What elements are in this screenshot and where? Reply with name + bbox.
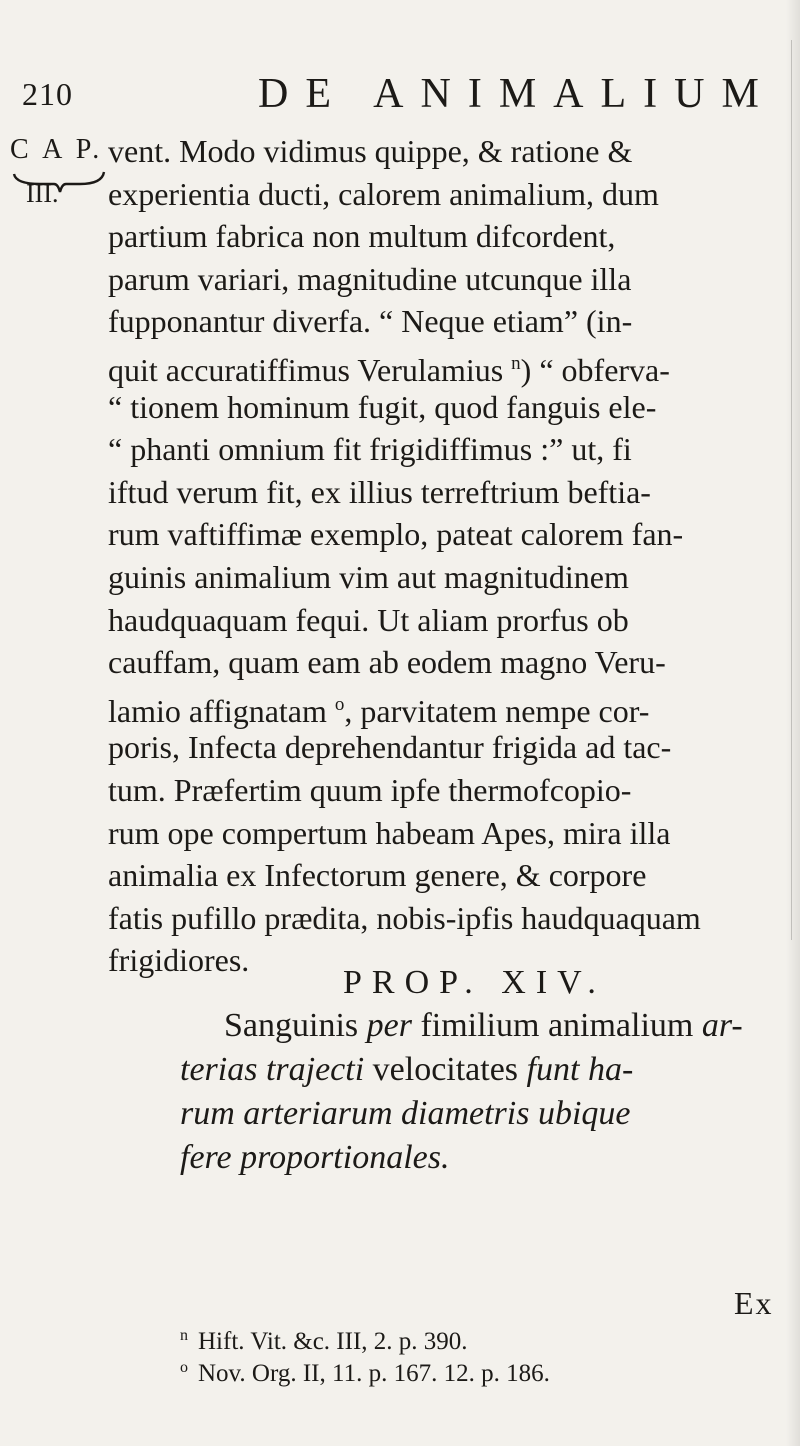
catchword: Ex — [734, 1285, 774, 1321]
page-number: 210 — [22, 76, 73, 112]
proposition-number: PROP. XIV. — [343, 964, 606, 1001]
footnote-mark-n: n — [180, 1327, 188, 1344]
text-line-3: partium fabrica non multum difcordent, — [108, 218, 616, 255]
proposition-line-2-b: velocitates — [364, 1051, 527, 1088]
page-edge-line — [791, 40, 792, 940]
running-head — [0, 70, 800, 120]
text-line-7: “ tionem hominum fugit, quod fanguis ele- — [108, 388, 657, 425]
proposition-line-1-d: ar- — [701, 1007, 743, 1044]
text-line-6 — [108, 343, 670, 392]
footnote-text-o: Nov. Org. II, 11. p. 167. 12. p. 186. — [198, 1360, 550, 1387]
text-line-6-rest: ) “ obferva- — [520, 352, 670, 388]
page-edge-shadow — [786, 0, 800, 1446]
text-line-11: guinis animalium vim aut magnitudinem — [108, 559, 629, 595]
text-line-6-main: quit accuratiffimus Verulamius — [108, 352, 512, 388]
proposition-line-3-text: rum arteriarum diametris ubique — [180, 1095, 631, 1132]
proposition-line-2-c: funt ha- — [526, 1051, 634, 1088]
proposition-line-1 — [224, 1004, 743, 1048]
proposition-line-2-a: terias trajecti — [180, 1051, 365, 1088]
chapter-label: C A P. — [10, 134, 104, 165]
footnote-ref-o: o — [334, 693, 345, 715]
footnote-mark-o: o — [180, 1359, 188, 1376]
proposition-line-1-b: per — [366, 1007, 412, 1044]
proposition-line-1-a: Sanguinis — [224, 1007, 367, 1044]
proposition-line-2 — [180, 1048, 633, 1092]
text-line-14-rest: , parvitatem nempe cor- — [344, 692, 650, 729]
text-line-20: frigidiores. — [108, 942, 250, 979]
text-line-13: cauffam, quam eam ab eodem magno Veru- — [108, 644, 666, 681]
text-line-5: fupponantur diverfa. “ Neque etiam” (in- — [108, 303, 633, 340]
proposition-line-4-text: fere proportionales. — [180, 1139, 450, 1176]
proposition-line-4 — [180, 1136, 449, 1180]
text-line-19: fatis pufillo prædita, nobis-ipfis haudquaquam — [108, 899, 701, 936]
text-line-15: poris, Infecta deprehendantur frigida ad tac- — [108, 729, 672, 766]
text-line-9: iftud verum fit, ex illius terreftrium beftia- — [108, 473, 651, 510]
proposition-line-3 — [180, 1092, 631, 1136]
footnote-ref-n: n — [511, 353, 521, 374]
proposition-line-1-c: fimilium animalium — [411, 1007, 702, 1044]
brace-ornament-icon — [10, 170, 106, 196]
text-line-12: haudquaquam fequi. Ut aliam prorfus ob — [108, 601, 629, 638]
running-title: DE ANIMALIUM — [258, 71, 776, 117]
text-line-10: rum vaftiffimæ exemplo, pateat calorem fan- — [108, 516, 684, 553]
text-line-14-main: lamio affignatam — [108, 692, 335, 729]
text-line-14 — [108, 684, 649, 733]
text-line-1: vent. Modo vidimus quippe, & ratione & — [108, 133, 633, 169]
footnote-o — [180, 1352, 550, 1390]
text-line-17: rum ope compertum habeam Apes, mira illa — [108, 814, 671, 851]
text-line-8: “ phanti omnium fit frigidiffimus :” ut, fi — [108, 431, 632, 468]
text-line-2: experientia ducti, calorem animalium, dum — [108, 175, 659, 212]
chapter-numeral: III. — [26, 179, 59, 208]
text-line-16: tum. Præfertim quum ipfe thermofcopio- — [108, 772, 632, 808]
footnote-text-n: Hift. Vit. &c. III, 2. p. 390. — [198, 1328, 468, 1355]
text-line-18: animalia ex Infectorum genere, & corpore — [108, 857, 647, 894]
text-line-4: parum variari, magnitudine utcunque illa — [108, 260, 632, 297]
